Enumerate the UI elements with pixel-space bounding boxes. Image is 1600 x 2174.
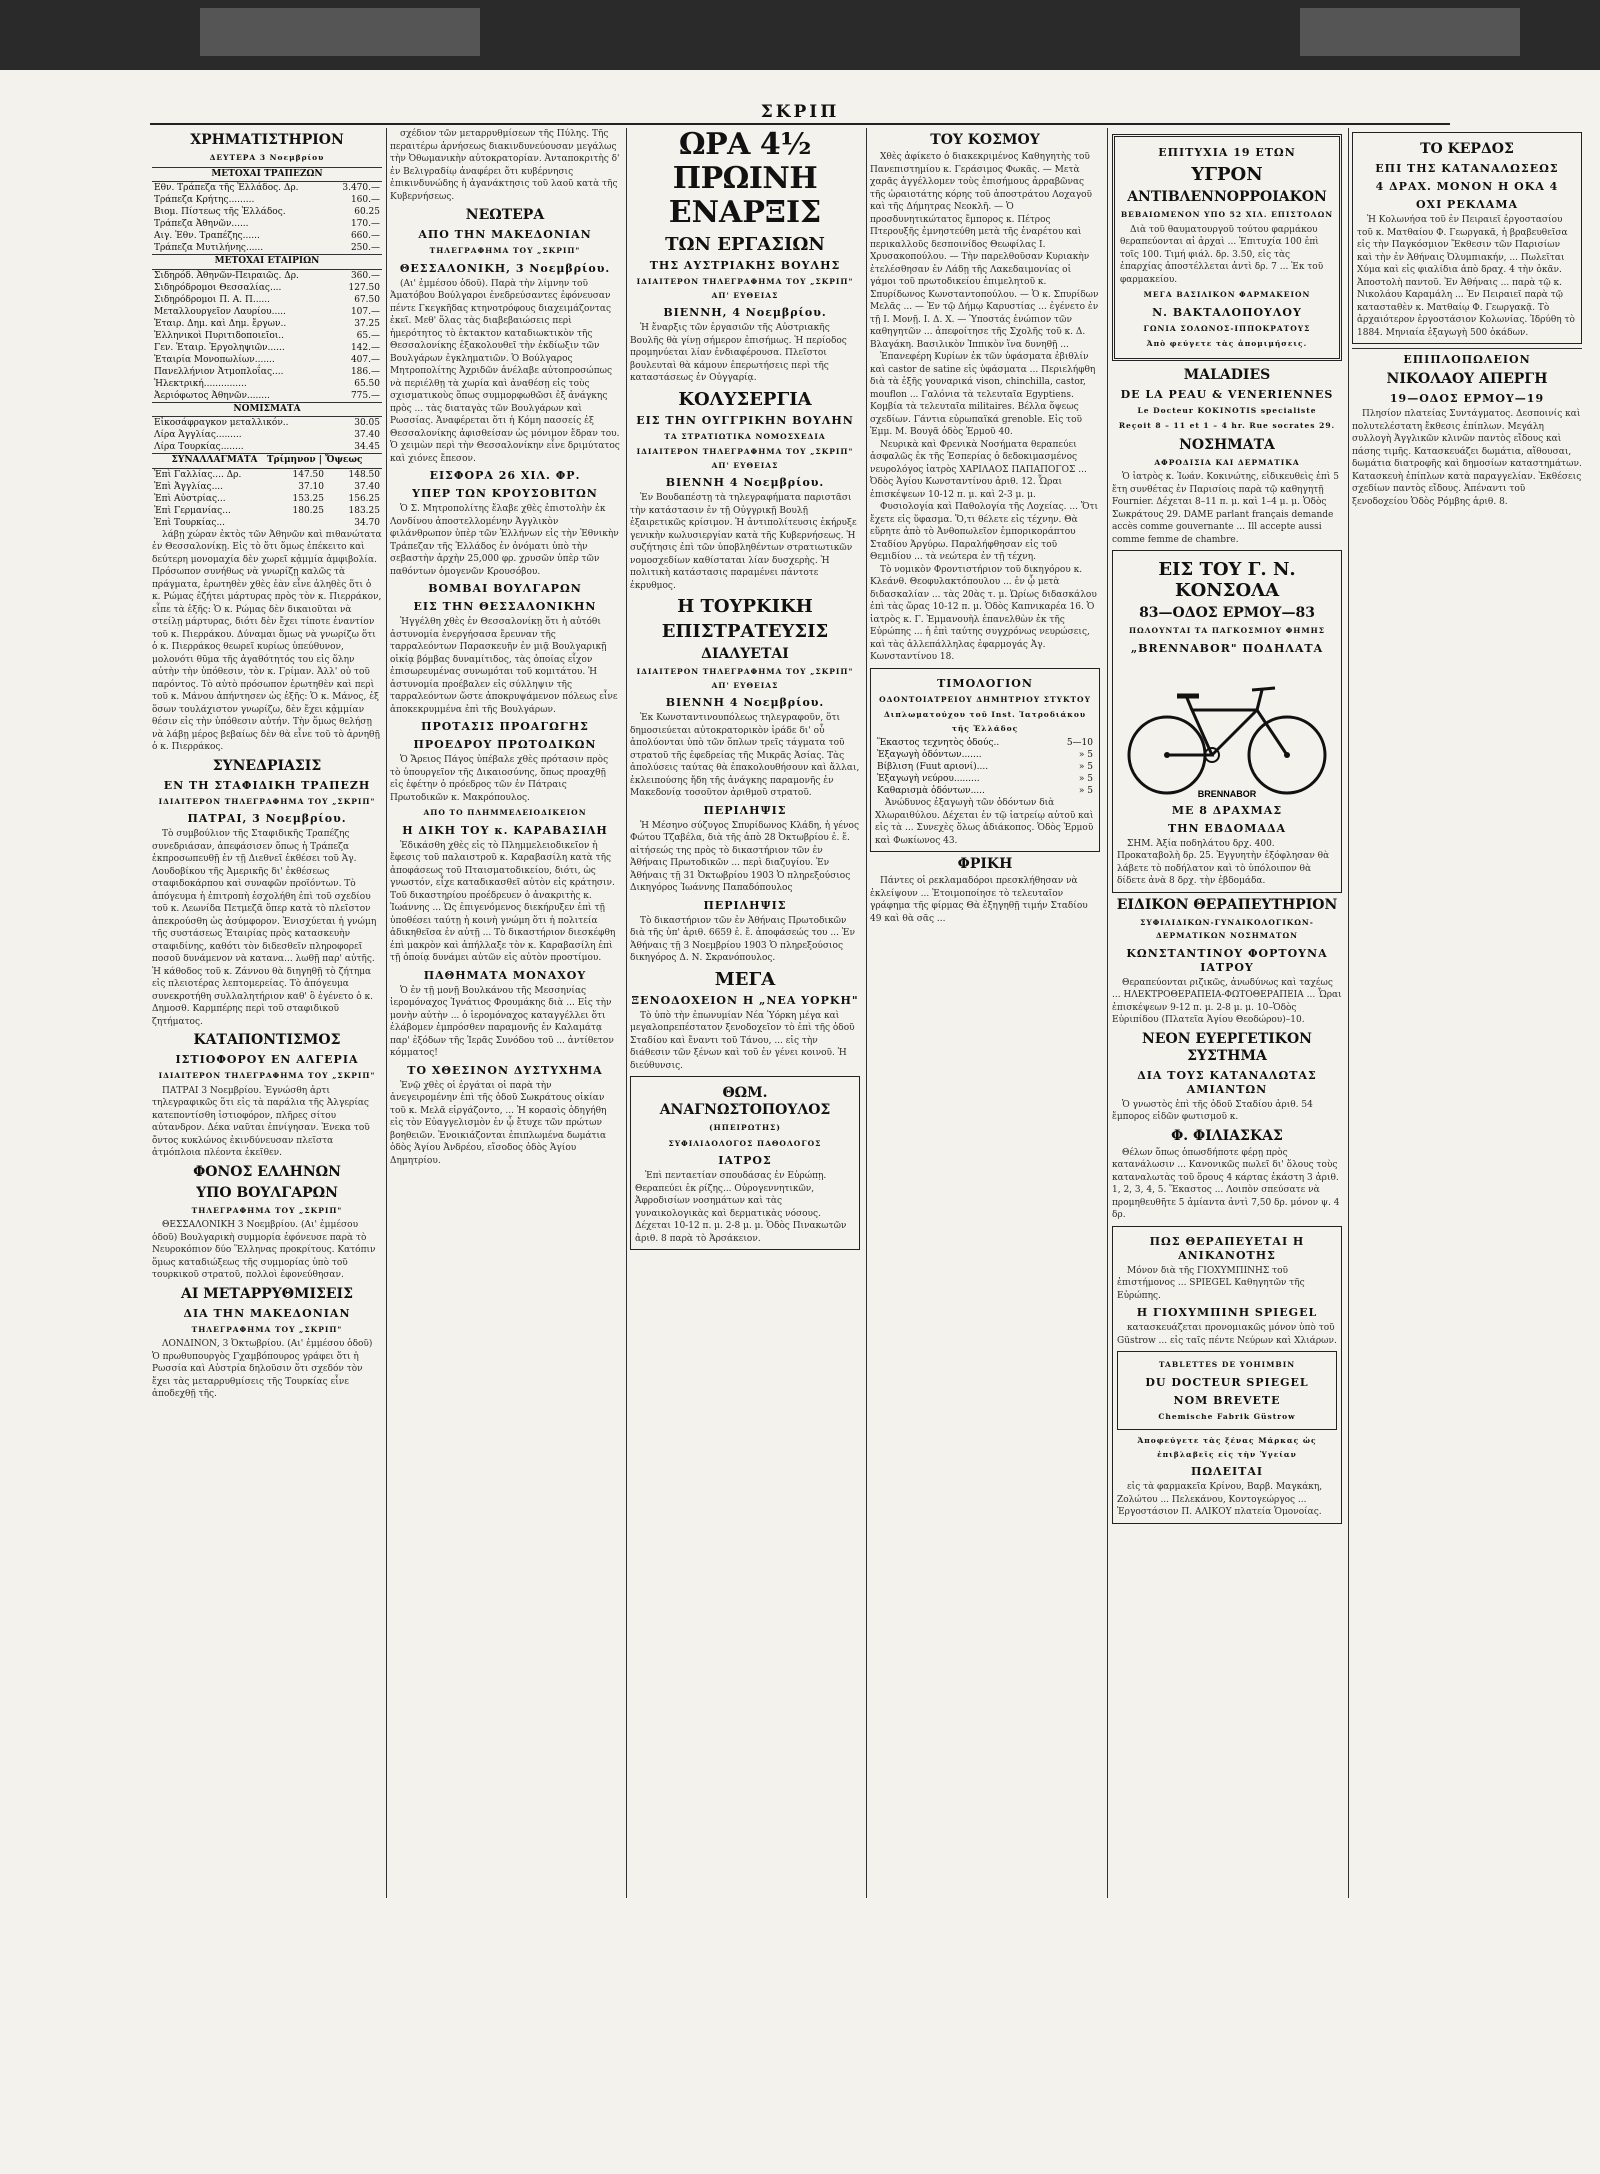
ad-text: ΣΗΜ. Ἀξία ποδηλάτου δρχ. 400. Προκαταβολὴ δρ. 25. Ἐγγυητὴν ἐξόφλησαν θὰ λάβετε τὸ ποδήλατον καὶ τὸ ὑπόλοιπον θὰ δίδετε ἀνὰ 8 δρχ. τὴν ἑβδομάδα. bbox=[1117, 838, 1330, 886]
table-value: 3.470.— bbox=[342, 183, 380, 193]
ad-subheading: ΠΩΛΟΥΝΤΑΙ ΤΑ ΠΑΓΚΟΣΜΙΟΥ ΦΗΜΗΣ bbox=[1128, 626, 1326, 635]
table-row bbox=[152, 505, 382, 517]
ad-warning: Ἀποφεύγετε τὰς ξένας Μάρκας ὡς ἐπιβλαβεῖς εἰς τὴν Ὑγείαν bbox=[1137, 1436, 1317, 1459]
ad-subheading: ΙΑΤΡΟΣ bbox=[718, 1154, 772, 1167]
ad-subheading: DE LA PEAU & VENERIENNES bbox=[1120, 387, 1334, 401]
column-5 bbox=[1112, 128, 1342, 1898]
table-value: 775.— bbox=[350, 390, 380, 401]
stamp-text: TABLETTES DE YOHIMBIN bbox=[1158, 1360, 1296, 1369]
yohimbine-stamp bbox=[1117, 1351, 1337, 1430]
table-label: Τράπεζα Κρήτης......... bbox=[154, 195, 255, 205]
ad-subheading: ΜΕΓΑ ΒΑΣΙΛΙΚΟΝ ΦΑΡΜΑΚΕΙΟΝ bbox=[1143, 290, 1311, 299]
table-label: Ἐξαγωγὴ ὀδόντων....... bbox=[877, 750, 982, 760]
table-value: 60.25 bbox=[354, 207, 380, 217]
table-row bbox=[875, 761, 1095, 773]
company-shares-header: ΜΕΤΟΧΑΙ ΕΤΑΙΡΙΩΝ bbox=[152, 254, 382, 270]
article-text: Ὁ Ἄρειος Πάγος ὑπέβαλε χθὲς πρότασιν πρὸς τὸ ὑπουργεῖον τῆς Δικαιοσύνης, ὅπως προαχθῇ εἰς ἐφέτην ὁ πρόεδρος τῶν ἐν Πάτραις Πρωτοδικῶν κ. Μακρόπουλος. bbox=[390, 755, 609, 803]
notice-heading: ΠΕΡΙΛΗΨΙΣ bbox=[703, 803, 787, 817]
table-label: Ἐπὶ Ἀγγλίας.... bbox=[154, 481, 224, 492]
ad-heading: ΥΓΡΟΝ bbox=[1191, 164, 1263, 185]
table-row bbox=[152, 282, 382, 294]
table-value: » 5 bbox=[1078, 762, 1093, 772]
article-subheading: ΕΙΣ ΤΗΝ ΟΥΓΓΡΙΚΗΝ ΒΟΥΛΗΝ bbox=[636, 413, 854, 427]
table-value: 142.— bbox=[350, 342, 380, 353]
table-row bbox=[152, 354, 382, 366]
ad-heading: MALADIES bbox=[1183, 366, 1271, 383]
ad-subheading: ΑΦΡΟΔΙΣΙΑ ΚΑΙ ΔΕΡΜΑΤΙΚΑ bbox=[1154, 457, 1300, 467]
ad-text: Ἡ Κολωνήσα τοῦ ἐν Πειραιεῖ ἐργοστασίου τοῦ κ. Ματθαίου Φ. Γεωργακᾶ, ἡ βραβευθεῖσα εἰς τὴν Παγκόσμιον Ἔκθεσιν τῶν Παρισίων καὶ τὴν ἐν Ἀθήναις Ὀλυμπιακήν, ... Πωλεῖται Χύμα καὶ εἰς φιαλίδια ἀπὸ δραχ. 4 τὴν ὀκᾶν. Ἀποστολὴ παντοῦ. Ἐν Ἀθήναις ... παρὰ τῷ κ. Νικολάου Καραμάλη ... Ἐν Πειραιεῖ παρὰ τῷ κατασταθὲν κ. Ματθαίῳ Φ. Γεωργακᾷ. Τὸ ἀρχαιότερον ἐργοστάσιον Κολωνίας. Ἱδρύθη τὸ 1884. Μηνιαία ἐξαγωγὴ 500 ὀκάδων. bbox=[1357, 215, 1575, 338]
column-divider bbox=[386, 128, 387, 1898]
telegram-byline: ΤΗΛΕΓΡΑΦΗΜΑ ΤΟΥ „ΣΚΡΙΠ" bbox=[191, 1205, 343, 1215]
table-label: Λίρα Ἀγγλίας......... bbox=[154, 430, 242, 440]
ad-subheading: ΚΩΝΣΤΑΝΤΙΝΟΥ ΦΟΡΤΟΥΝΑ ΙΑΤΡΟΥ bbox=[1126, 946, 1328, 974]
table-row bbox=[152, 390, 382, 402]
article-subheading: ΤΑ ΣΤΡΑΤΙΩΤΙΚΑ ΝΟΜΟΣΧΕΔΙΑ bbox=[664, 431, 826, 441]
ad-text: Τὸ νομικὸν Φροντιστήριον τοῦ δικηγόρου κ. Κλεάνθ. Θεοφυλακτόπουλου ... ἐν ᾧ μετὰ διδασκαλίαν ... τὰς 20ὰς τ. μ. Ὡρίως διδασκάλου ἐπὶ τὰς ὥρας 10-12 π. μ. Ὁδὸς Καπνικαρέα 16. Ὁ ἰατρὸς κ. Γ. Ἐμμανουὴλ ἐπανελθὼν ἐκ τῆς Εὐρώπης ... ἡ ἐπὶ ταύτης συγχρόνως νευρώσεις, καὶ τὰς ἀλλεπάλληλας ἐφαρμογάς Ἀγ. Κωνσταντίνου 18. bbox=[870, 564, 1097, 662]
ad-subheading: ΟΧΙ ΡΕΚΛΑΜΑ bbox=[1415, 198, 1519, 211]
table-row bbox=[152, 441, 382, 453]
table-row bbox=[152, 206, 382, 218]
divider bbox=[1352, 348, 1582, 349]
table-value: 156.25 bbox=[348, 493, 380, 504]
table-value: 37.40 bbox=[354, 481, 380, 492]
article-heading: ΠΑΘΗΜΑΤΑ ΜΟΝΑΧΟΥ bbox=[423, 968, 587, 982]
article-heading: ΕΝΑΡΞΙΣ bbox=[668, 195, 822, 230]
table-label: Ἑταιρ. Δημ. καὶ Δημ. ἔργων.. bbox=[154, 318, 287, 329]
article-subheading: ΔΙΑΛΥΕΤΑΙ bbox=[701, 646, 789, 662]
article-heading: Η ΤΟΥΡΚΙΚΗ bbox=[677, 596, 813, 617]
ad-subheading: ΔΙΑ ΤΟΥΣ ΚΑΤΑΝΑΛΩΤΑΣ ΑΜΙΑΝΤΩΝ bbox=[1137, 1068, 1317, 1096]
article-heading: ΝΕΩΤΕΡΑ bbox=[465, 207, 545, 223]
article-subheading: ΕΙΣ ΤΗΝ ΘΕΣΣΑΛΟΝΙΚΗΝ bbox=[413, 600, 597, 613]
article-text: Ἡ ἔναρξις τῶν ἐργασιῶν τῆς Αὐστριακῆς Βουλῆς θὰ γίνῃ σήμερον ἐπισήμως. Ἡ περίοδος προμηνύεται λίαν ἐνδιαφέρουσα. Πλεῖστοι βουλευταὶ θὰ κάμουν ἐπερωτήσεις περὶ τῆς καταστάσεως ἐν Οὐγγαρίᾳ. bbox=[630, 323, 847, 383]
scanned-top-border bbox=[0, 0, 1600, 70]
article-text: Ὁ Σ. Μητροπολίτης ἔλαβε χθὲς ἐπιστολὴν ἐκ Λονδίνου ἀποστελλομένην Ἀγγλικὸν φιλάνθρωπον ὑπὲρ τῶν Ἑλλήνων εἰς τὴν Ἐθνικὴν Τράπεζαν τῆς Ἑλλάδος ἐν ὀνόματι ὑπὸ τὴν σεβαστὴν ἀρχὴν 25,000 φρ. χρυσῶν ὑπὲρ τῶν παθόντων ὁμογενῶν Κρουσόβου. bbox=[390, 504, 619, 577]
article-text: ΛΟΝΔΙΝΟΝ, 3 Ὀκτωβρίου. (Αι' ἐμμέσου ὁδοῦ) Ὁ πρωθυπουργὸς Γχαμβόπουρος γράφει ὅτι ἡ Ρωσσία καὶ Αὐστρία δηλοῦσιν ὅτι σχεδόν τὸν ἔχει τὰς μεταρρυθμίσεις τῆς Τουρκίας εἶνε ἀποδεχθῇ τῆς. bbox=[152, 1339, 373, 1399]
ad-text: εἰς τὰ φαρμακεῖα Κρίνου, Βαρβ. Μαγκάκη, Ζολώτου ... Πελεκάνου, Κοντογεώργος ... Ἐργοστάσιον Π. ΑΛΙΚΟΥ πλατεία Ὁμονοίας. bbox=[1117, 1482, 1323, 1517]
dateline: ΘΕΣΣΑΛΟΝΙΚΗ, 3 Νοεμβρίου. bbox=[399, 261, 611, 275]
article-text: ΠΑΤΡΑΙ 3 Νοεμβρίου. Ἐγνώσθη ἀρτι τηλεγραφικῶς ὅτι εἰς τὰ παράλια τῆς Ἀλγερίας κατεποντίσθη ἱστιοφόρον, πλῆρες σίτου αὐτανδρον. Δέκα ναῦται ἐπνίγησαν. Ἐνεκα τοῦ ὄντος κυκλώνος ἐκινδύνευσαν πλεῖστα ἀτμόπλοια πλέοντα ἐκεῖθεν. bbox=[152, 1085, 370, 1158]
article-subheading: ΠΡΟΕΔΡΟΥ ΠΡΩΤΟΔΙΚΩΝ bbox=[413, 738, 597, 751]
ad-text: Reçoit 8 – 11 et 1 – 4 hr. Rue socrates 29. bbox=[1118, 421, 1336, 430]
article-heading: ΚΑΤΑΠΟΝΤΙΣΜΟΣ bbox=[193, 1032, 341, 1048]
column-2 bbox=[390, 128, 620, 1898]
notice-heading: ΠΕΡΙΛΗΨΙΣ bbox=[703, 898, 787, 912]
cologne-ad bbox=[1352, 132, 1582, 344]
ad-subheading: ΣΥΦΙΛΙΔΟΛΟΓΟΣ ΠΑΘΟΛΟΓΟΣ bbox=[668, 1138, 822, 1148]
ad-subheading: ΕΠΙ ΤΗΣ ΚΑΤΑΝΑΛΩΣΕΩΣ bbox=[1375, 162, 1559, 175]
table-value: » 5 bbox=[1078, 786, 1093, 796]
article-subheading: ΥΠΕΡ ΤΩΝ ΚΡΟΥΣΟΒΙΤΩΝ bbox=[412, 487, 598, 500]
ad-text: Ἀνώδυνος ἐξαγωγὴ τῶν ὀδόντων διὰ Χλωραιθύλου. Δέχεται ἐν τῷ ἰατρείῳ αὐτοῦ καὶ εἰς τὰ ... Συνεχὲς ὅλως ἀδιάκοπος. Ὁδὸς Ἑρμοῦ καὶ Φωκίωνος 43. bbox=[875, 798, 1094, 846]
notice-text: Ἡ Μέσηνο σύζυγος Σπυρίδωνος Κλάδη, ἡ γένος Φώτου Τζαβέλα, διὰ τῆς ἀπὸ 28 Ὀκτωβρίου ἐ. ἔ. αἰτήσεώς της πρὸς τὸ δικαστήριον τῶν ἐν Ἀθήναις Πρωτοδικῶν ... περὶ διαζυγίου. Ἐν Ἀθήναις τῇ 31 Ὀκτωβρίου 1903 Ὁ πληρεξούσιος Δικηγόρος Ἰωάννης Παπαδόπουλος bbox=[630, 820, 859, 893]
table-label: Εἰκοσάφραγκον μεταλλικόν.. bbox=[154, 418, 289, 428]
ad-text: Θεραπεύονται ριζικῶς, ἀνωδύνως καὶ ταχέως ... ΗΛΕΚΤΡΟΘΕΡΑΠΕΙΑ-ΦΩΤΟΘΕΡΑΠΕΙΑ ... Ὧραι ἐπισκέψεων 9-12 π. μ. 2-8 μ. μ. 10–Ὁδὸς Εὐριπίδου (Πλατεῖα Ἁγίου Θεοδώρου)–10. bbox=[1112, 977, 1342, 1025]
table-label: Ἐξαγωγὴ νεύρου......... bbox=[877, 774, 980, 784]
table-value: 360.— bbox=[350, 270, 380, 281]
article-text: (Αι' ἐμμέσου ὁδοῦ). Παρὰ τὴν λίμνην τοῦ Ἀματόβου Βούλγαροι ἐνεδρεύσαντες ἐφόνευσαν πέντε Γκεγκῆδας κτηνοτρόφους διαχειμάζοντας ἐκεῖ. Μεθ' ὅλας τὰς διαβεβαιώσεις περὶ ἡμερότητος τὸ ἐκτακτον καταδιωκτικὸν τῆς Θεσσαλονίκης ἐξακολουθεῖ τὴν ἐκδίωξιν τῶν Βουλγάρων ἐγκληματιῶν. Ὁ Βούλγαρος Μητροπολίτης Ἀχριδῶν ἀνέλαβε αὐτοπροσώπως νὰ περιέλθῃ τὰ χωρία καὶ ἀναθέσῃ εἰς τοὺς σχισματικοὺς ὅπως συμμορφωθῶσι ἐξ ἀνάγκης πρὸς ... τὰς διαταγὰς τῶν Βουλγάρων καὶ Ρωσσίας. Ἀναφέρεται ὅτι ἡ Κόμη πασσείς ἐξ Θεσσαλονίκης ἀφισθείσαν ὡς μόνιμον ἔδραν του. Ὁ χειμὼν περὶ τὴν Θεσσαλονίκην εἶνε δριμύτατος καὶ χιόνες ἔπεσον. bbox=[390, 278, 620, 464]
article-heading: ΑΠΟ ΤΟ ΠΛΗΜΜΕΛΕΙΟΔΙΚΕΙΟΝ bbox=[423, 808, 587, 817]
bicycle-illustration bbox=[1117, 660, 1337, 800]
table-row bbox=[152, 194, 382, 206]
table-row bbox=[152, 242, 382, 254]
dateline: ΒΙΕΝΝΗ 4 Νοεμβρίου. bbox=[665, 696, 825, 709]
table-row bbox=[152, 330, 382, 342]
exchange-table bbox=[152, 469, 382, 529]
table-value: 30.05 bbox=[354, 418, 380, 428]
ad-subheading: ΠΩΛΕΙΤΑΙ bbox=[1190, 1465, 1264, 1478]
table-label: Πανελλήνιον Ἀτμοπλοΐας.... bbox=[154, 366, 284, 377]
dateline: ΠΑΤΡΑΙ, 3 Νοεμβρίου. bbox=[187, 812, 347, 825]
table-value: 37.25 bbox=[354, 318, 380, 329]
article-heading: ΕΙΣΦΟΡΑ 26 ΧΙΛ. ΦΡ. bbox=[429, 469, 581, 482]
masthead-rule bbox=[150, 123, 1450, 125]
column-divider bbox=[1107, 128, 1108, 1898]
table-label: Σιδηρόδρομοι Θεσσαλίας.... bbox=[154, 282, 282, 293]
table-value: 183.25 bbox=[348, 505, 380, 516]
table-value: 5—10 bbox=[1066, 738, 1093, 748]
table-label: Ἑταιρία Μονοπωλίων....... bbox=[154, 354, 275, 365]
headline-time: ΩΡΑ 4½ ΠΡΩΙΝΗ bbox=[672, 128, 818, 196]
company-shares-table bbox=[152, 270, 382, 402]
table-value: 127.50 bbox=[348, 282, 380, 293]
column-divider bbox=[1348, 128, 1349, 1898]
ad-subheading: ΤΗΝ ΕΒΔΟΜΑΔΑ bbox=[1167, 821, 1287, 835]
ad-subheading: ΣΥΦΙΛΙΔΙΚΩΝ-ΓΥΝΑΙΚΟΛΟΓΙΚΩΝ-ΔΕΡΜΑΤΙΚΩΝ ΝΟΣΗΜΑΤΩΝ bbox=[1140, 917, 1314, 940]
remedy-ad bbox=[1112, 134, 1342, 361]
table-label: Γεν. Ἑταιρ. Ἐργοληψιῶν...... bbox=[154, 342, 285, 353]
article-text: Ὁ ἐν τῇ μονῇ Βουλκάνου τῆς Μεσσηνίας ἱερομόναχος Ἰγνάτιος Φρουμάκης διὰ ... Εἰς τὴν μονὴν αὐτὴν ... ὁ ἱερομόναχος καταγγέλλει ὅτι ἐλάβομεν ἐμπρόσθεν παραμονῆς ἐν Καλαμάτᾳ παρ' ἐξόδων τῆς Ἱερᾶς Συνόδου τοῦ ... ἀντίθετον κόμματος! bbox=[390, 985, 614, 1058]
table-label: Ἀεριόφωτος Ἀθηνῶν........ bbox=[154, 390, 270, 401]
table-row bbox=[152, 294, 382, 306]
exchange-header: ΣΥΝΑΛΛΑΓΜΑΤΑ Τρίμηνον | Ὄψεως bbox=[152, 453, 382, 469]
table-row bbox=[152, 306, 382, 318]
article-heading: ΒΟΜΒΑΙ ΒΟΥΛΓΑΡΩΝ bbox=[428, 582, 582, 595]
ad-subheading: 4 ΔΡΑΧ. ΜΟΝΟΝ Η ΟΚΑ 4 bbox=[1375, 180, 1559, 193]
table-row bbox=[875, 785, 1095, 797]
column-4 bbox=[870, 128, 1100, 1898]
telegram-byline: ΙΔΙΑΙΤΕΡΟΝ ΤΗΛΕΓΡΑΦΗΜΑ ΤΟΥ „ΣΚΡΙΠ" ΑΠ' ΕΥΘΕΙΑΣ bbox=[636, 447, 854, 470]
article-text: λάβῃ χώραν ἐκτὸς τῶν Ἀθηνῶν καὶ πιθανώτατα ἐν Θεσσαλονίκῃ. Εἰς τὸ ὅτι ὅμως ἐπέκειτο καὶ δεύτερη μονομαχία δὲν χωρεῖ κᾀμμία ἀμφιβολία. Πρόσωπον συνήθως νὰ γνωρίζῃ καλῶς τὰ πράγματα, ἐρωτηθὲν χθὲς ἐὰν εἶνε ἀληθὲς ὅτι ὁ κ. Ρώμας ἐζήτει μάρτυρας πρὸς τὸν κ. Πιερράκον, εἶπε τὰ ἑξῆς: Ὁ κ. Ρώμας δὲν δικαιοῦται νὰ στείλῃ μάρτυρας, διότι δὲν ἔχει τίποτε ἐναντίον τοῦ κ. Πιερράκου. Δύναμαι ὅμως νὰ γνωρίζω ὅτι ὁ κ. Πιερράκος θεωρεῖ κυρίως ὑπεύθυνον, μολονότι θῦμα τῆς ἀγαθότητός του εἰς ὅλην αὐτὴν τὴν ὑπόθεσιν, τὸν κ. Γρίμαν. Ἀλλ' οὐ τοῦ παρόντος. Τὸ αὐτὸ πρόσωπον ἐρωτηθὲν καὶ περὶ τοῦ κ. Μάνου ἀπήντησεν ὡς ἑξῆς: Ὁ κ. Μάνος, ἐξ ὅσων τουλάχιστον γνωρίζω, δὲν ἔχει κᾀμμίαν θέσιν εἰς τὴν ὑπόθεσιν αὐτήν. Τὴν ὅμως θελήσῃ νὰ λάβῃ μέρος βεβαίως δὲν θὰ εἶνε τοῦ τὸ ἀρνηθῇ ὁ κ. Πιερράκος. bbox=[152, 529, 382, 752]
ad-heading: ΠΩΣ ΘΕΡΑΠΕΥΕΤΑΙ Η ΑΝΙΚΑΝΟΤΗΣ bbox=[1149, 1234, 1305, 1262]
table-row bbox=[152, 517, 382, 529]
column-divider bbox=[866, 128, 867, 1898]
ad-text: Τὸ ὑπὸ τὴν ἐπωνυμίαν Νέα Ὑόρκη μέγα καὶ μεγαλοπρεπέστατον ξενοδοχεῖον τὸ ἐπὶ τῆς ὁδοῦ Σταδίου καὶ ἔναντι τοῦ Τάνου, ... εἰς τὴν διάθεσιν τῶν ξένων καὶ τοῦ ἐν γένει κοινοῦ. Ἡ διεύθυνσις. bbox=[630, 1010, 855, 1071]
article-subheading: ΔΙΑ ΤΗΝ ΜΑΚΕΔΟΝΙΑΝ bbox=[183, 1306, 351, 1320]
table-label: Ἐπὶ Γαλλίας.... Δρ. bbox=[154, 469, 242, 480]
dentist-price-list bbox=[870, 668, 1100, 853]
table-value: 170.— bbox=[350, 219, 380, 229]
doctor-ad bbox=[630, 1076, 860, 1250]
table-row bbox=[152, 230, 382, 242]
article-heading: ΦΟΝΟΣ ΕΛΛΗΝΩΝ bbox=[193, 1163, 341, 1180]
table-label: Σιδηρόδρομοι Π. Α. Π...... bbox=[154, 294, 271, 305]
ad-text: Ἐπανεφέρη Κυρίων ἐκ τῶν ὑφάσματα ἐβιθλίν καὶ castor de satine εἰς ὑφάσματα ... Περιελήφθη διὰ τὰ ἑξῆς γουναρικά vison, chinchilla, castor, mouflon ... Γαλόνια τὰ τελευταῖα Egyptiens. Κομβία τὰ τελευταῖα militaires. Βέλλα ὅψεως σχεδίων. Γάντια εὐρωπαϊκά grenoble. Εἰς τοῦ Ἐμμ. Μ. Βουγᾶ ὁδὸς Ἑρμοῦ 40. bbox=[870, 352, 1096, 437]
article-text: ΘΕΣΣΑΛΟΝΙΚΗ 3 Νοεμβρίου. (Αι' ἐμμέσου ὁδοῦ) Βουλγαρικὴ συμμορία ἐφόνευσε παρὰ τὸ Νευροκόπιον δύο Ἕλληνας προκρίτους. Κατόπιν ὅμως καταδιώξεως τῆς συμμορίας ὑπὸ τοῦ τουρκικοῦ στρατοῦ, πολλοὶ ἐφονεύθησαν. bbox=[152, 1220, 376, 1280]
table-row bbox=[152, 270, 382, 282]
ad-heading: ΝΟΣΗΜΑΤΑ bbox=[1179, 436, 1275, 453]
currency-table bbox=[152, 417, 382, 453]
ad-heading: Φ. ΦΙΛΙΑΣΚΑΣ bbox=[1171, 1127, 1283, 1144]
telegram-byline: ΙΔΙΑΙΤΕΡΟΝ ΤΗΛΕΓΡΑΦΗΜΑ ΤΟΥ „ΣΚΡΙΠ" ΑΠ' ΕΥΘΕΙΑΣ bbox=[636, 667, 854, 690]
table-value: 65.50 bbox=[354, 378, 380, 389]
article-subheading: ΤΗΣ ΑΥΣΤΡΙΑΚΗΣ ΒΟΥΛΗΣ bbox=[649, 259, 841, 272]
table-value: 34.70 bbox=[354, 517, 380, 528]
telegram-byline: ΙΔΙΑΙΤΕΡΟΝ ΤΗΛΕΓΡΑΦΗΜΑ ΤΟΥ „ΣΚΡΙΠ" ΑΠ' ΕΥΘΕΙΑΣ bbox=[636, 277, 854, 300]
ad-subheading: ΝΙΚΟΛΑΟΥ ΑΠΕΡΓΗ bbox=[1386, 371, 1548, 387]
ad-subheading: Διπλωματούχου τοῦ Inst. Ἰατροδιάκου τῆς Ἑλλάδος bbox=[883, 710, 1087, 733]
table-row bbox=[152, 342, 382, 354]
stamp-text: DU DOCTEUR SPIEGEL bbox=[1145, 1375, 1309, 1389]
masthead: ΣΚΡΙΠ bbox=[760, 102, 840, 122]
article-text: Ἐδικάσθη χθὲς εἰς τὸ Πλημμελειοδικεῖον ἡ ἔφεσις τοῦ παλαιστροῦ κ. Καραβασίλη κατὰ τῆς ἀποφάσεως τοῦ Πταισματοδικείου, διότι, ὡς γνωστόν, εἶχε καταδικασθεῖ αὐτὸν εἰς κράτησιν. Τοῦ δικαστηρίου προέδρευεν ὁ ἀνακριτὴς κ. Ἰωάννης ... Ὡς ἐπιγενόμενος διεκήρυξεν ἐπὶ τῇ ὑποθέσει ταύτῃ ἡ κοινὴ γνώμη ὅτι ἡ πολιτεία ἀδικηθεῖσα ἐν αὐτῇ ... Τὸ δικαστήριον διεσκέφθη ἐπὶ μακρὸν καὶ ἀπήλλαξε τὸν κ. Καραβασίλη ἐπὶ τῇ ὁποίᾳ δυνάμει αὐτῶν εἰς αὐτὸν προστίμου. bbox=[390, 840, 616, 963]
ad-text: Πλησίον πλατείας Συντάγματος. Δεσποινίς καὶ πολυτελέστατη ἔκθεσις ἐπίπλων. Μεγάλη συλλογὴ Ἀγγλικῶν κλινῶν παντὸς εἴδους καὶ πάσης τιμῆς. Κατασκευάζει δωμάτια, αἴθουσαι, δωμάτια διατροφῆς καὶ δημοσίων καταστημάτων. Κατασκευὴ ἐπίπλων κατὰ παραγγελίαν. Ἐκθέσεις σχεδίων παντὸς εἴδους. Ἀπέναντι τοῦ ξενοδοχείου Ὁδὸς Ρόμβης ἀριθ. 8. bbox=[1352, 409, 1582, 507]
dentist-prices-table bbox=[875, 737, 1095, 797]
ad-subheading: ΞΕΝΟΔΟΧΕΙΟΝ Η „ΝΕΑ ΥΟΡΚΗ" bbox=[631, 993, 859, 1007]
table-value: 107.— bbox=[350, 306, 380, 317]
table-label: Ἐπὶ Αὐστρίας... bbox=[154, 493, 226, 504]
table-row bbox=[152, 182, 382, 194]
table-label: Ἑλληνικοὶ Πυριτιδοποιεῖοι.. bbox=[154, 330, 285, 341]
currency-header: ΝΟΜΙΣΜΑΤΑ bbox=[152, 402, 382, 418]
article-heading: ΠΡΟΤΑΣΙΣ ΠΡΟΑΓΩΓΗΣ bbox=[421, 720, 589, 733]
ad-heading: ΦΡΙΚΗ bbox=[957, 856, 1013, 872]
bicycle-ad bbox=[1112, 550, 1342, 893]
telegram-byline: ΙΔΙΑΙΤΕΡΟΝ ΤΗΛΕΓΡΑΦΗΜΑ ΤΟΥ „ΣΚΡΙΠ" bbox=[158, 796, 376, 806]
table-value: 34.45 bbox=[354, 442, 380, 452]
table-row bbox=[152, 493, 382, 505]
ad-subheading: ΟΔΟΝΤΟΙΑΤΡΕΙΟΥ ΔΗΜΗΤΡΙΟΥ ΣΤΥΚΤΟΥ bbox=[879, 694, 1091, 704]
article-subheading: ΕΝ ΤΗ ΣΤΑΦΙΔΙΚΗ ΤΡΑΠΕΖΗ bbox=[163, 778, 371, 792]
ad-subheading: ΜΕ 8 ΔΡΑΧΜΑΣ bbox=[1171, 803, 1283, 817]
article-subheading: ΥΠΟ ΒΟΥΛΓΑΡΩΝ bbox=[196, 1184, 338, 1201]
table-value: » 5 bbox=[1078, 750, 1093, 760]
ad-heading: ΜΕΓΑ bbox=[714, 968, 776, 990]
table-row bbox=[152, 417, 382, 429]
table-label: Ἕκαστος τεχνητὸς ὀδούς.. bbox=[877, 738, 1000, 748]
table-label: Αιγ. Ἐθν. Τραπέζης...... bbox=[154, 231, 260, 241]
table-value: 153.25 bbox=[292, 493, 324, 504]
table-value: 65.— bbox=[356, 330, 380, 341]
table-row bbox=[152, 429, 382, 441]
article-text: Ἐν Βουδαπέστῃ τὰ τηλεγραφήματα παριστᾶσι τὴν κατάστασιν ἐν τῇ Οὐγγρικῇ Βουλῇ ἐξαιρετικῶς κρίσιμον. Ἡ ἀντιπολίτευσις ἐκήρυξε γενικὴν κωλυσιεργίαν κατὰ τῆς Κυβερνήσεως. Ἡ συζήτησις ἐπὶ τῶν ὑποβληθέντων στρατιωτικῶν νομοσχεδίων καθίσταται λίαν δυσχερὴς. Ἡ πολιτικὴ κατάστασις παραμένει πάντοτε ἐκρυθμος. bbox=[630, 493, 857, 591]
ad-subheading: Le Docteur KOKINOTIS specialiste bbox=[1137, 405, 1317, 415]
table-row bbox=[152, 481, 382, 493]
bike-brand-label: BRENNABOR bbox=[1197, 788, 1257, 799]
table-value: 407.— bbox=[350, 354, 380, 365]
table-value: 37.10 bbox=[298, 481, 324, 492]
ad-heading: ΕΠΙΤΥΧΙΑ 19 ΕΤΩΝ bbox=[1158, 146, 1296, 159]
table-value: 660.— bbox=[350, 231, 380, 241]
table-label: Εθν. Τράπεζα τῆς Ἑλλάδος. Δρ. bbox=[154, 183, 299, 193]
column-1 bbox=[152, 128, 382, 1898]
table-value: 160.— bbox=[350, 195, 380, 205]
stamp-text: NOM BREVETE bbox=[1173, 1393, 1281, 1407]
ad-text: Ἀπὸ φεύγετε τὰς ἀπομιμήσεις. bbox=[1146, 339, 1308, 348]
bank-shares-header: ΜΕΤΟΧΑΙ ΤΡΑΠΕΖΩΝ bbox=[152, 167, 382, 183]
table-label: Καθαρισμὰ ὀδόντων..... bbox=[877, 786, 985, 796]
ad-subheading: Η ΓΙΟΧΥΜΠΙΝΗ SPIEGEL bbox=[1136, 1306, 1318, 1319]
telegram-byline: ΤΗΛΕΓΡΑΦΗΜΑ ΤΟΥ „ΣΚΡΙΠ" bbox=[191, 1324, 343, 1334]
article-text: σχέδιον τῶν μεταρρυθμίσεων τῆς Πύλης. Τῆς περαιτέρω ἀρνήσεως διακινδυνεύουσαν μεγάλως τὴν Ὀθωμανικὴν αὐτοκρατορίαν. Ἀνταποκριτὴς δ' ἐν Βελιγραδίῳ ἀναφέρει ὅτι κυβέρνησις ἐπικινδυνώδης ἡ ἀγανάκτησις τοῦ λαοῦ κατὰ τῆς Κυβερνήσεως. bbox=[390, 129, 620, 202]
bank-shares-table bbox=[152, 182, 382, 254]
table-label: Ἠλεκτρική............... bbox=[154, 378, 247, 389]
table-label: Μεταλλουργεῖον Λαυρίου..... bbox=[154, 306, 286, 317]
article-heading: ΤΟ ΧΘΕΣΙΝΟΝ ΔΥΣΤΥΧΗΜΑ bbox=[407, 1063, 603, 1077]
table-label: Ἐπὶ Τουρκίας... bbox=[154, 517, 226, 528]
ad-subheading: ΑΝΤΙΒΛΕΝΝΟΡΡΟΙΑΚΟΝ bbox=[1127, 189, 1327, 205]
ad-text: κατασκευάζεται προνομιακῶς μόνον ὑπὸ τοῦ Güstrow ... εἰς ταῖς πέντε Νεύρων καὶ Χλιάρων. bbox=[1117, 1323, 1337, 1346]
article-subheading: ΤΩΝ ΕΡΓΑΣΙΩΝ bbox=[665, 234, 825, 255]
ad-text: Ὁ γνωστὸς ἐπὶ τῆς ὁδοῦ Σταδίου ἀριθ. 54 ἔμπορος εἰδῶν φωτισμοῦ κ. bbox=[1112, 1099, 1313, 1122]
ad-text: Μόνον διὰ τῆς ΓΙΟΧΥΜΠΙΝΗΣ τοῦ ἐπιστήμονος ... SPIEGEL Καθηγητῶν τῆς Εὐρώπης. bbox=[1117, 1265, 1305, 1301]
ad-heading: ΝΕΟΝ ΕΥΕΡΓΕΤΙΚΟΝ ΣΥΣΤΗΜΑ bbox=[1142, 1030, 1312, 1064]
table-row bbox=[875, 737, 1095, 749]
ad-text: Φυσιολογία καὶ Παθολογία τῆς Λοχείας. ... Ὅτι ἔχετε εἰς ὕφασμα. Ὅ,τι θέλετε εἰς τέχνην. Θὰ εὕρητε ἀπὸ τὸ Ἀνθοπωλεῖον ἐμπορικοράπτου Σταδίου Ἀργύρω. Παραλήφθησαν εἰς τοῦ Θεμιδίου ... τὰ νεώτερα ἐν τῇ τέχνη. bbox=[870, 502, 1099, 562]
ad-heading: ΕΠΙΠΛΟΠΩΛΕΙΟΝ bbox=[1403, 353, 1531, 366]
telegram-byline: ΤΗΛΕΓΡΑΦΗΜΑ ΤΟΥ „ΣΚΡΙΠ" bbox=[429, 246, 581, 255]
table-row bbox=[152, 218, 382, 230]
ad-heading: ΤΙΜΟΛΟΓΙΟΝ bbox=[937, 676, 1033, 690]
table-value: 37.40 bbox=[354, 430, 380, 440]
ad-text: Θέλων ὅπως ὁπωσδήποτε φέρῃ πρὸς κατανάλωσιν ... Κανονικῶς πωλεῖ δι' ὅλους τοὺς καταναλωτὰς τοῦ ὅρους 4 κάρτας ἐκάστη 3 ἀριθ. 1, 2, 3, 4, 5. Ἕκαστος ... Λοιπὸν σπεύσατε νὰ προμηθευθῆτε 5 ἀμίαντα ἀντὶ 7,50 δρ. μόνον ψ. 4 δρ. bbox=[1112, 1147, 1340, 1220]
column-6 bbox=[1352, 128, 1582, 1898]
ad-subheading: Ν. ΒΑΚΤΑΛΟΠΟΥΛΟΥ bbox=[1152, 305, 1302, 319]
table-row bbox=[875, 749, 1095, 761]
ad-text: Πάντες οἱ ρεκλαμαδόροι πρεσκλήθησαν νὰ ἐκλείψουν ... Ἐτοιμοποίησε τὸ τελευταῖον γράφημα τῆς φίρμας Θὰ ἐξηγηθῇ τιμήν Σταδίου 49 καὶ θὰ σᾶς ... bbox=[870, 876, 1088, 924]
table-row bbox=[152, 318, 382, 330]
article-text: Ἐκ Κωνσταντινουπόλεως τηλεγραφοῦν, ὅτι δημοσιεύεται αὐτοκρατορικὸν ἰράδε δι' οὗ ἀπολύονται ὑπὸ τῶν ὅπλων τρεῖς τάγματα τοῦ στρατοῦ τῆς ἐφεδρείας τῆς Μικρᾶς Ἀσίας. Τὰς ἀπολύσεις ταύτας θὰ ἐπακολουθήσουν καὶ ἄλλαι, ἐκλειπούσης ἤδη τῆς ἀνάγκης παραμονῆς ἐν Μακεδονίᾳ τοσοῦτον ἀριθμοῦ στρατοῦ. bbox=[630, 713, 860, 798]
ad-subheading: ΓΩΝΙΑ ΣΟΛΩΝΟΣ-ΙΠΠΟΚΡΑΤΟΥΣ bbox=[1143, 323, 1311, 333]
table-value: 186.— bbox=[350, 366, 380, 377]
ad-text: Ἐπὶ πενταετίαν σπουδάσας ἐν Εὐρώπῃ. Θεραπεύει ἐκ ρίζης... Οὐρογεννητικῶν, Ἀφροδισίων νοσημάτων καὶ τὰς γυναικολογικὰς καὶ δερματικὰς νόσους. Δέχεται 10-12 π. μ. 2-8 μ. μ. Ὁδὸς Πινακωτῶν ἀριθ. 8 παρὰ τὸ Ἀρσάκειον. bbox=[635, 1171, 847, 1244]
table-label: Βιομ. Πίστεως τῆς Ἑλλάδος. bbox=[154, 207, 286, 217]
ad-subheading: „BRENNABOR" ΠΟΔΗΛΑΤΑ bbox=[1130, 641, 1324, 655]
dateline: ΒΙΕΝΝΗ, 4 Νοεμβρίου. bbox=[663, 306, 827, 319]
table-value bbox=[270, 517, 326, 529]
table-value: 180.25 bbox=[292, 505, 324, 516]
stamp-text: Chemische Fabrik Güstrow bbox=[1158, 1411, 1296, 1421]
table-value: 147.50 bbox=[292, 469, 324, 480]
table-row bbox=[152, 366, 382, 378]
column-3 bbox=[630, 128, 860, 1898]
article-heading: ΣΥΝΕΔΡΙΑΣΙΣ bbox=[212, 757, 322, 774]
table-row bbox=[875, 773, 1095, 785]
table-row bbox=[152, 469, 382, 481]
table-label: Λίρα Τουρκίας........ bbox=[154, 442, 244, 452]
ad-heading: ΕΙΣ ΤΟΥ Γ. Ν. ΚΟΝΣΟΛΑ bbox=[1158, 559, 1296, 601]
table-value: 148.50 bbox=[348, 469, 380, 480]
stock-exchange-title: ΧΡΗΜΑΤΙΣΤΗΡΙΟΝ bbox=[190, 132, 344, 148]
table-value: » 5 bbox=[1078, 774, 1093, 784]
ad-heading: ΤΟ ΚΕΡΔΟΣ bbox=[1420, 141, 1514, 157]
stock-exchange-date: ΔΕΥΤΕΡΑ 3 Νοεμβρίου bbox=[209, 153, 325, 162]
article-subheading: ΑΠΟ ΤΗΝ ΜΑΚΕΔΟΝΙΑΝ bbox=[418, 228, 592, 241]
ad-subheading: 83—ΟΔΟΣ ΕΡΜΟΥ—83 bbox=[1139, 605, 1315, 621]
article-text: Τὸ συμβούλιον τῆς Σταφιδικῆς Τραπέζης συνεδριάσαν, ἀπεφάσισεν ὅπως ἡ Τράπεζα ἐκπροσωπευθῇ ἐν τῇ Διεθνεῖ ἐκθέσει τοῦ Ἁγ. Λουδοβίκου τῆς Ἀμερικῆς δι' ἐκθέσεως σταφιδοκάρπου καὶ συναφῶν προϊόντων. Τὸ ἀπόγευμα ἡ ἐπιτροπὴ ἐσχολήθη ἐπὶ τοῦ σχεδίου τοῦ κ. Λεωνίδα Πετμεζᾶ ὅπερ κατὰ τὸ πλεῖστον ἀπεκρούσθη ὡς ἀσύμφορον. Ἐνισχύεται ἡ γνώμη τῆς συστάσεως Ἑταιρίας πρὸς κατασκευὴν σταφιδίνης, καθότι τὸν διδεσθεῖν πληροφορεῖ ποσοῦ δυνάμενον νὰ κατανα... λωθῇ παρ' αὐτῆς. Ἡ κάθοδος τοῦ κ. Ζάννου θὰ διηγηθῇ τὸ ζήτημα εἰς πλειοτέρας λεπτομερείας. Τὸ ἀπόγευμα συνεκροτήθη συλλαλητήριον καθ' ὃ ἐγένετο ὁ κ. Δημοσθ. Καρμπέρης περὶ τοῦ σταφιδικοῦ ζητήματος. bbox=[152, 829, 377, 1027]
article-text: Ἠγγέλθη χθὲς ἐν Θεσσαλονίκῃ ὅτι ἡ αὐτόθι ἀστυνομία ἐνεργήσασα ἔρευναν τῆς ταρραλεόντων Παρασκευῆν ἐν μιᾷ Βουλγαρικῇ οἰκίᾳ βόμβας δυναμίτιδος, τὰς ὁποίας εἶχον ἐπισωρευμένας συνωμόται τοῦ κομιτάτου. Ἡ ἀστυνομία προέβαλεν εἰς σύλληψιν τῆς ταρραλεόντων ὥστε ἀποκρυψάμενον πόλεως εἶνε ἀποκεκρυμμένα ἐπὶ τῆς Βουλγάρων. bbox=[390, 617, 618, 715]
article-text: Ἐνῷ χθὲς οἱ ἐργάται οἱ παρὰ τὴν ἀνεγειρομένην ἐπὶ τῆς ὁδοῦ Σωκράτους οἰκίαν τοῦ κ. Μελᾶ εἰργάζοντο, ... Ἡ κορασὶς ὁδηγήθη εἰς τὸν Εὐαγγελισμὸν ἐν ᾧ ἔτυχε τῶν πρώτων βοηθειῶν. Ἐνοικιάζονται ἐπιπλωμένα δωμάτια ὁδὸς Ἁγίου Ἀνδρέου, εἴσοδος ὁδὸς Ἁγίου Δημητρίου. bbox=[390, 1080, 607, 1166]
ad-text: Διὰ τοῦ θαυματουργοῦ τούτου φαρμάκου θεραπεύονται αἱ ἀρχαὶ ... Ἐπιτυχία 100 ἐπὶ τοῖς 100. Τιμή φιάλ. δρ. 3.50, εἰς τὰς ἐπαρχίας ἀποστέλλεται ἀντὶ δρ. 7 ... Ἐκ τοῦ φαρμακείου. bbox=[1120, 224, 1324, 285]
ad-text: Ὁ ἰατρὸς κ. Ἰωάν. Κοκινώτης, εἰδικευθεὶς ἐπὶ 5 ἔτη συνθέτας ἐν Παρισίοις παρὰ τῷ καθηγητῇ Fournier. Δέχεται 8–11 π. μ. καὶ 1–4 μ. μ. Ὁδὸς Σωκράτους 29. DAME parlant français demande accès comme gouvernante ... Ill accepte aussi comme femme de chambre. bbox=[1112, 472, 1339, 545]
telegram-byline: ΙΔΙΑΙΤΕΡΟΝ ΤΗΛΕΓΡΑΦΗΜΑ ΤΟΥ „ΣΚΡΙΠ" bbox=[158, 1071, 376, 1080]
article-text: Χθὲς ἀφίκετο ὁ διακεκριμένος Καθηγητὴς τοῦ Πανεπιστημίου κ. Γεράσιμος Φωκᾶς. — Μετὰ χαρᾶς ἀγγέλλομεν τοὺς ἐπισήμους ἀρραβῶνας τῆς ὡραιοτάτης κόρης τοῦ ἀποστράτου Λοχαγοῦ καὶ τῆς Δήμητρας Νεοκλῆ. — Ὁ προσδυνητικώτατος ἔμπορος κ. Πέτρος Πτερουξῆς ἐμνηστεύθη μετὰ τῆς ἐναρέτου καὶ περικαλλοῦς δεσποινίδος Θεωφίλας Ι. Χρυσακοπούλου. — Τὴν παρελθοῦσαν Κυριακὴν ἐτελέσθησαν ἐν Λάδῃ τῆς Λακεδαιμονίας οἱ γάμοι τοῦ πρωτοδικείου ἐπιμελητοῦ κ. Σπυρίδωνος Κωνσταντοπούλου. — Ὁ κ. Σπυρίδων Μελᾶς ... — Ἐν τῷ Δήμῳ Καρυστίας ... ἐγένετο ἐν τῇ Ι. Μονῇ. Ι. Δ. Χ. — Ὑποστάς ἐνώπιον τῶν καθηγητῶν ... ἀπεφοίτησε τῆς Σχολῆς τοῦ κ. Δ. Βλαγάκη. Βασιλικὸν Ἱππικὸν ἵνα δυνηθῇ ... bbox=[870, 152, 1099, 350]
table-row bbox=[152, 378, 382, 390]
society-heading: ΤΟΥ ΚΟΣΜΟΥ bbox=[930, 132, 1040, 148]
column-divider bbox=[626, 128, 627, 1898]
ad-heading: ΘΩΜ. ΑΝΑΓΝΩΣΤΟΠΟΥΛΟΣ bbox=[659, 1085, 831, 1118]
table-value: 67.50 bbox=[354, 294, 380, 305]
table-label: Σιδηρόδ. Ἀθηνῶν-Πειραιῶς. Δρ. bbox=[154, 270, 299, 281]
table-label: Τράπεζα Μυτιλήνης...... bbox=[154, 243, 264, 253]
ad-subheading: ΒΕΒΑΙΩΜΕΝΟΝ ΥΠΟ 52 ΧΙΛ. ΕΠΙΣΤΟΛΩΝ bbox=[1120, 210, 1334, 219]
table-label: Ἐπὶ Γερμανίας... bbox=[154, 505, 231, 516]
ad-heading: ΕΙΔΙΚΟΝ ΘΕΡΑΠΕΥΤΗΡΙΟΝ bbox=[1116, 896, 1338, 913]
ad-subheading: (ΗΠΕΙΡΩΤΗΣ) bbox=[709, 1123, 781, 1132]
table-label: Βίβλιση (Fuut αριονί).... bbox=[877, 762, 989, 772]
article-subheading: ΙΣΤΙΟΦΟΡΟΥ ΕΝ ΑΛΓΕΡΙΑ bbox=[175, 1053, 359, 1066]
dateline: ΒΙΕΝΝΗ 4 Νοεμβρίου. bbox=[665, 476, 825, 489]
table-label: Τράπεζα Ἀθηνῶν...... bbox=[154, 219, 249, 229]
ad-subheading: 19—ΟΔΟΣ ΕΡΜΟΥ—19 bbox=[1389, 392, 1545, 405]
yohimbine-ad bbox=[1112, 1226, 1342, 1524]
notice-text: Τὸ δικαστήριον τῶν ἐν Ἀθήναις Πρωτοδικῶν διὰ τῆς ὑπ' ἀριθ. 6659 ἐ. ἔ. ἀποφάσεώς του ... Ἐν Ἀθήναις τῇ 3 Νοεμβρίου 1903 Ὁ πληρεξούσιος δικηγόρος Δ. Ν. Σκρανόπουλος. bbox=[630, 915, 855, 963]
article-heading: ΑΙ ΜΕΤΑΡΡΥΘΜΙΣΕΙΣ bbox=[180, 1285, 354, 1302]
table-value: 250.— bbox=[350, 243, 380, 253]
article-heading: ΚΟΛΥΣΕΡΓΙΑ bbox=[678, 388, 812, 410]
article-heading: ΕΠΙΣΤΡΑΤΕΥΣΙΣ bbox=[661, 621, 829, 642]
ad-text: Νευρικὰ καὶ Φρενικὰ Νοσήματα θεραπεύει ἀσφαλῶς ἐκ τῆς Ἑσπερίας ὁ δεδοκιμασμένος νευρολόγος ἰατρὸς ΧΑΡΙΛΑΟΣ ΠΑΠΑΠΟΓΟΣ ... Ὀδὸς Ἁγίου Κωνσταντίνου ἀριθ. 12. Ὧραι ἐπισκέψεων 10-12 π. μ. καὶ 2-3 μ. μ. bbox=[870, 439, 1087, 500]
article-subheading: Η ΔΙΚΗ ΤΟΥ κ. ΚΑΡΑΒΑΣΙΛΗ bbox=[402, 823, 608, 837]
